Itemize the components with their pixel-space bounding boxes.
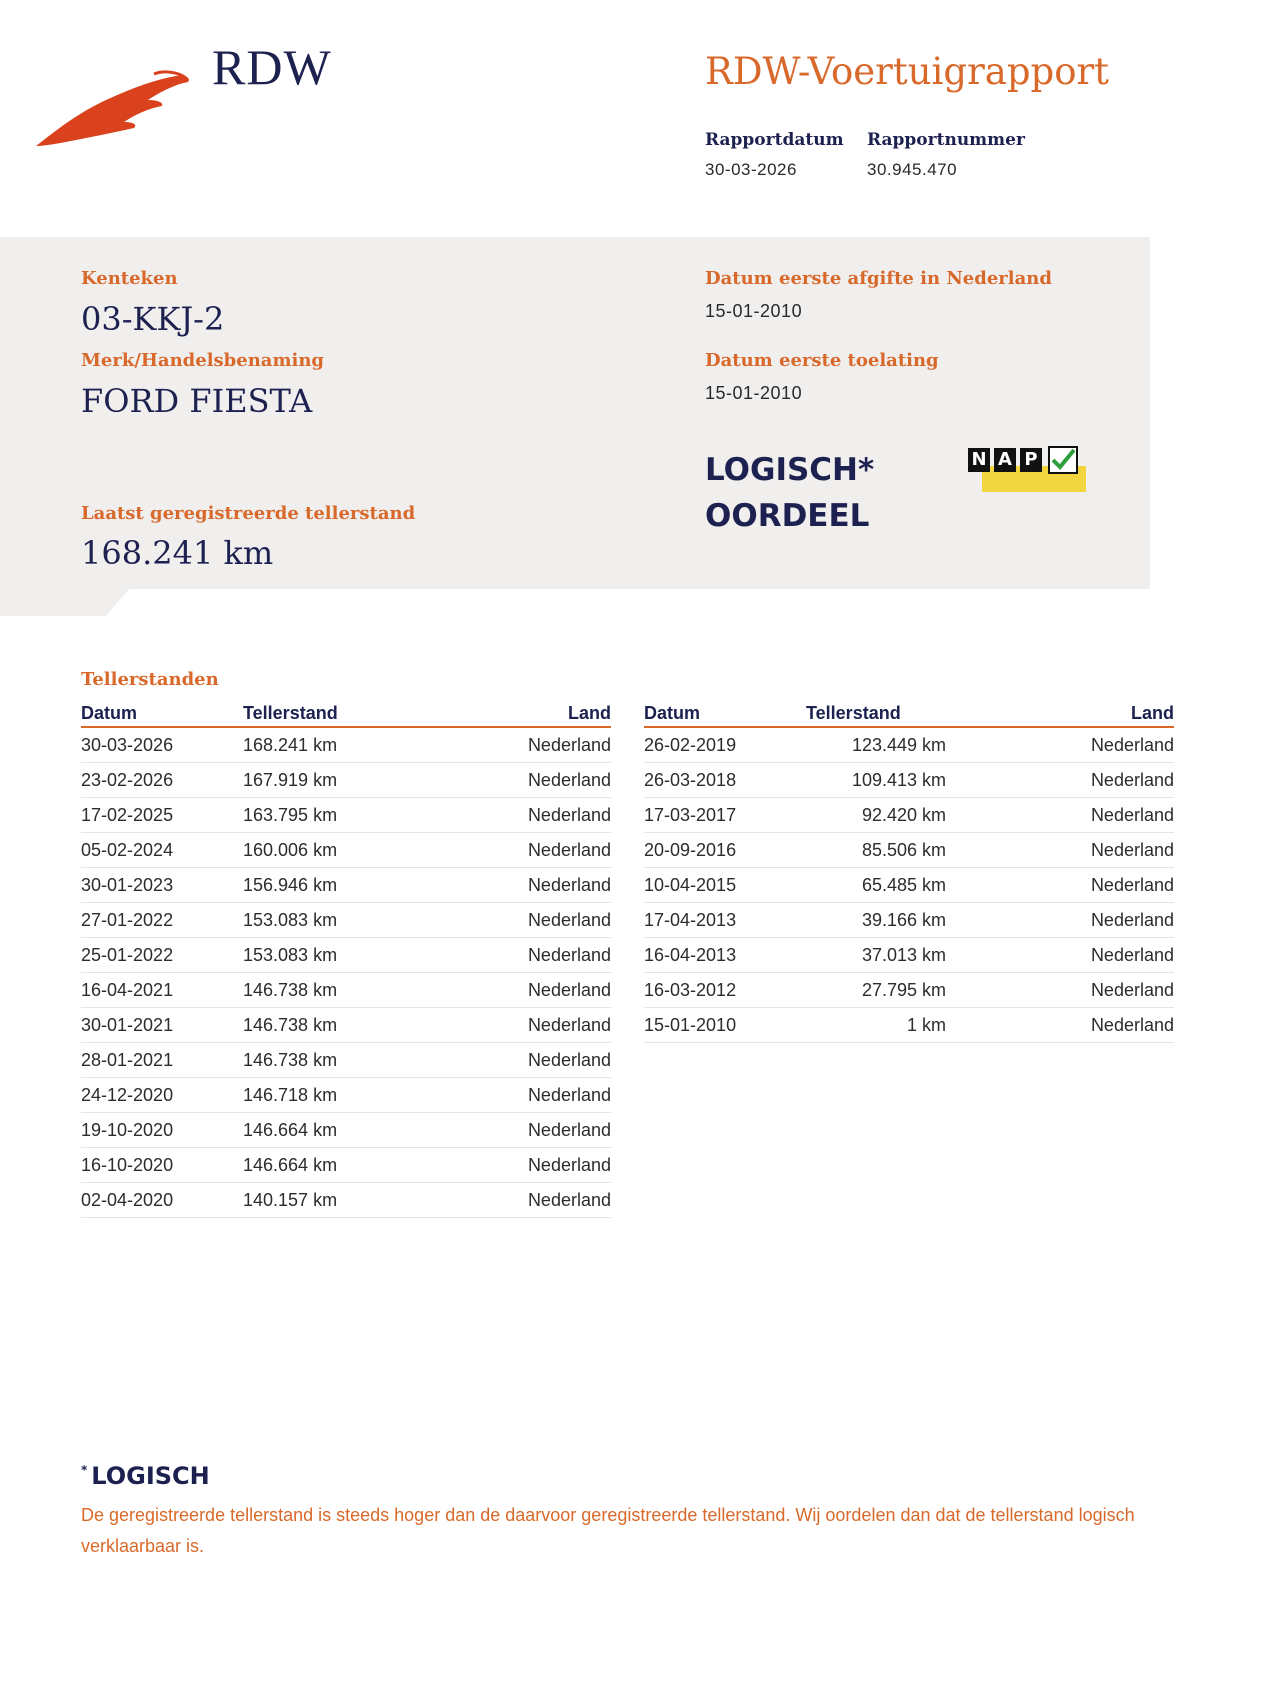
row-odometer: 167.919 km xyxy=(243,769,338,790)
row-date: 17-03-2017 xyxy=(644,804,737,825)
row-date: 23-02-2026 xyxy=(81,769,174,790)
table-row xyxy=(644,868,1174,903)
row-date: 28-01-2021 xyxy=(81,1049,174,1070)
row-country: Nederland xyxy=(1090,979,1174,1000)
table-row xyxy=(81,833,611,868)
plate-number: 03-KKJ-2 xyxy=(81,300,225,338)
rdw-logo-icon xyxy=(36,70,192,150)
report-number-label: Rapportnummer xyxy=(867,130,1025,150)
footnote-heading: LOGISCH xyxy=(91,1462,210,1490)
row-date: 20-09-2016 xyxy=(644,839,737,860)
table-row xyxy=(644,1008,1174,1043)
table-row xyxy=(644,798,1174,833)
row-odometer: 123.449 km xyxy=(851,734,946,755)
row-country: Nederland xyxy=(527,839,611,860)
first-admission-date: 15-01-2010 xyxy=(705,383,803,403)
row-odometer: 146.738 km xyxy=(243,1049,338,1070)
row-country: Nederland xyxy=(1090,874,1174,895)
row-country: Nederland xyxy=(527,804,611,825)
column-header-date: Datum xyxy=(644,703,701,723)
table-row xyxy=(81,728,611,763)
column-header-country: Land xyxy=(568,703,611,723)
row-odometer: 146.738 km xyxy=(243,1014,338,1035)
report-number: 30.945.470 xyxy=(867,160,958,179)
report-date-label: Rapportdatum xyxy=(705,130,844,150)
table-row xyxy=(81,763,611,798)
row-odometer: 109.413 km xyxy=(851,769,946,790)
row-date: 05-02-2024 xyxy=(81,839,174,860)
row-country: Nederland xyxy=(527,1154,611,1175)
row-odometer: 39.166 km xyxy=(861,909,946,930)
row-odometer: 140.157 km xyxy=(243,1189,338,1210)
table-row xyxy=(81,1043,611,1078)
footnote-text: De geregistreerde tellerstand is steeds hoger dan de daarvoor geregistreerde tellerstand. Wij oordelen dan dat de tellerstand logisch verklaarbaar is. xyxy=(81,1505,1135,1556)
table-row xyxy=(81,868,611,903)
nap-letter-p: P xyxy=(1020,448,1042,472)
odometer-value: 168.241 km xyxy=(81,534,274,572)
row-date: 02-04-2020 xyxy=(81,1189,174,1210)
section-title: Tellerstanden xyxy=(81,669,219,690)
check-icon xyxy=(1048,446,1078,474)
row-date: 19-10-2020 xyxy=(81,1119,174,1140)
report-title: RDW-Voertuigrapport xyxy=(705,50,1110,93)
row-country: Nederland xyxy=(1090,804,1174,825)
row-country: Nederland xyxy=(527,979,611,1000)
row-country: Nederland xyxy=(527,734,611,755)
row-country: Nederland xyxy=(527,1049,611,1070)
brand-name: RDW xyxy=(212,39,332,95)
footnote-title xyxy=(81,1462,210,1490)
odometer-table-right xyxy=(644,700,1174,1043)
first-issue-nl-date: 15-01-2010 xyxy=(705,301,803,321)
column-header-country: Land xyxy=(1131,703,1174,723)
row-date: 30-03-2026 xyxy=(81,734,174,755)
row-country: Nederland xyxy=(1090,944,1174,965)
table-row xyxy=(644,763,1174,798)
row-country: Nederland xyxy=(1090,909,1174,930)
row-date: 30-01-2023 xyxy=(81,874,174,895)
row-odometer: 163.795 km xyxy=(243,804,338,825)
row-date: 16-10-2020 xyxy=(81,1154,174,1175)
table-row xyxy=(81,973,611,1008)
table-row xyxy=(644,903,1174,938)
row-odometer: 1 km xyxy=(906,1014,946,1035)
make-value: FORD FIESTA xyxy=(81,382,313,420)
row-odometer: 153.083 km xyxy=(243,944,338,965)
row-odometer: 85.506 km xyxy=(861,839,946,860)
row-date: 15-01-2010 xyxy=(644,1014,737,1035)
row-country: Nederland xyxy=(1090,769,1174,790)
table-row xyxy=(81,938,611,973)
table-row xyxy=(644,973,1174,1008)
first-admission-label: Datum eerste toelating xyxy=(705,350,939,371)
row-odometer: 65.485 km xyxy=(861,874,946,895)
row-odometer: 27.795 km xyxy=(861,979,946,1000)
report-date: 30-03-2026 xyxy=(705,160,797,179)
table-row xyxy=(81,1183,611,1218)
row-country: Nederland xyxy=(527,909,611,930)
verdict-line2: OORDEEL xyxy=(705,498,870,534)
row-date: 27-01-2022 xyxy=(81,909,174,930)
row-date: 16-04-2013 xyxy=(644,944,737,965)
row-odometer: 153.083 km xyxy=(243,909,338,930)
row-odometer: 156.946 km xyxy=(243,874,338,895)
row-date: 17-02-2025 xyxy=(81,804,174,825)
table-row xyxy=(644,938,1174,973)
row-date: 17-04-2013 xyxy=(644,909,737,930)
column-header-date: Datum xyxy=(81,703,138,723)
table-row xyxy=(81,798,611,833)
row-date: 16-04-2021 xyxy=(81,979,174,1000)
row-odometer: 146.738 km xyxy=(243,979,338,1000)
row-odometer: 146.718 km xyxy=(243,1084,338,1105)
row-country: Nederland xyxy=(527,874,611,895)
table-row xyxy=(81,1148,611,1183)
plate-label: Kenteken xyxy=(81,268,178,289)
table-row xyxy=(81,903,611,938)
table-body-right xyxy=(644,728,1174,1043)
row-country: Nederland xyxy=(527,944,611,965)
column-header-odometer: Tellerstand xyxy=(806,703,901,723)
table-row xyxy=(644,833,1174,868)
row-date: 24-12-2020 xyxy=(81,1084,174,1105)
row-odometer: 160.006 km xyxy=(243,839,338,860)
row-country: Nederland xyxy=(527,1189,611,1210)
row-date: 10-04-2015 xyxy=(644,874,737,895)
row-date: 26-02-2019 xyxy=(644,734,737,755)
row-date: 26-03-2018 xyxy=(644,769,737,790)
table-row xyxy=(81,1113,611,1148)
row-country: Nederland xyxy=(527,1119,611,1140)
row-country: Nederland xyxy=(1090,839,1174,860)
column-header-odometer: Tellerstand xyxy=(243,703,338,723)
row-country: Nederland xyxy=(1090,734,1174,755)
row-country: Nederland xyxy=(527,1084,611,1105)
table-row xyxy=(644,728,1174,763)
panel-tail-decoration xyxy=(0,588,130,616)
row-date: 30-01-2021 xyxy=(81,1014,174,1035)
row-country: Nederland xyxy=(1090,1014,1174,1035)
odometer-label: Laatst geregistreerde tellerstand xyxy=(81,503,416,524)
row-odometer: 146.664 km xyxy=(243,1119,338,1140)
odometer-table-left xyxy=(81,700,611,1218)
nap-letter-a: A xyxy=(994,448,1016,472)
table-header xyxy=(644,700,1174,728)
row-odometer: 92.420 km xyxy=(861,804,946,825)
table-header xyxy=(81,700,611,728)
row-odometer: 37.013 km xyxy=(861,944,946,965)
first-issue-nl-label: Datum eerste afgifte in Nederland xyxy=(705,268,1052,289)
table-row xyxy=(81,1008,611,1043)
row-odometer: 146.664 km xyxy=(243,1154,338,1175)
row-date: 25-01-2022 xyxy=(81,944,174,965)
row-date: 16-03-2012 xyxy=(644,979,737,1000)
verdict-line1: LOGISCH* xyxy=(705,452,875,488)
nap-letter-n: N xyxy=(968,448,990,472)
table-body-left xyxy=(81,728,611,1218)
make-label: Merk/Handelsbenaming xyxy=(81,350,325,371)
table-row xyxy=(81,1078,611,1113)
row-odometer: 168.241 km xyxy=(243,734,338,755)
row-country: Nederland xyxy=(527,1014,611,1035)
row-country: Nederland xyxy=(527,769,611,790)
nap-logo-icon xyxy=(968,446,1086,494)
footnote-marker: * xyxy=(81,1463,88,1477)
